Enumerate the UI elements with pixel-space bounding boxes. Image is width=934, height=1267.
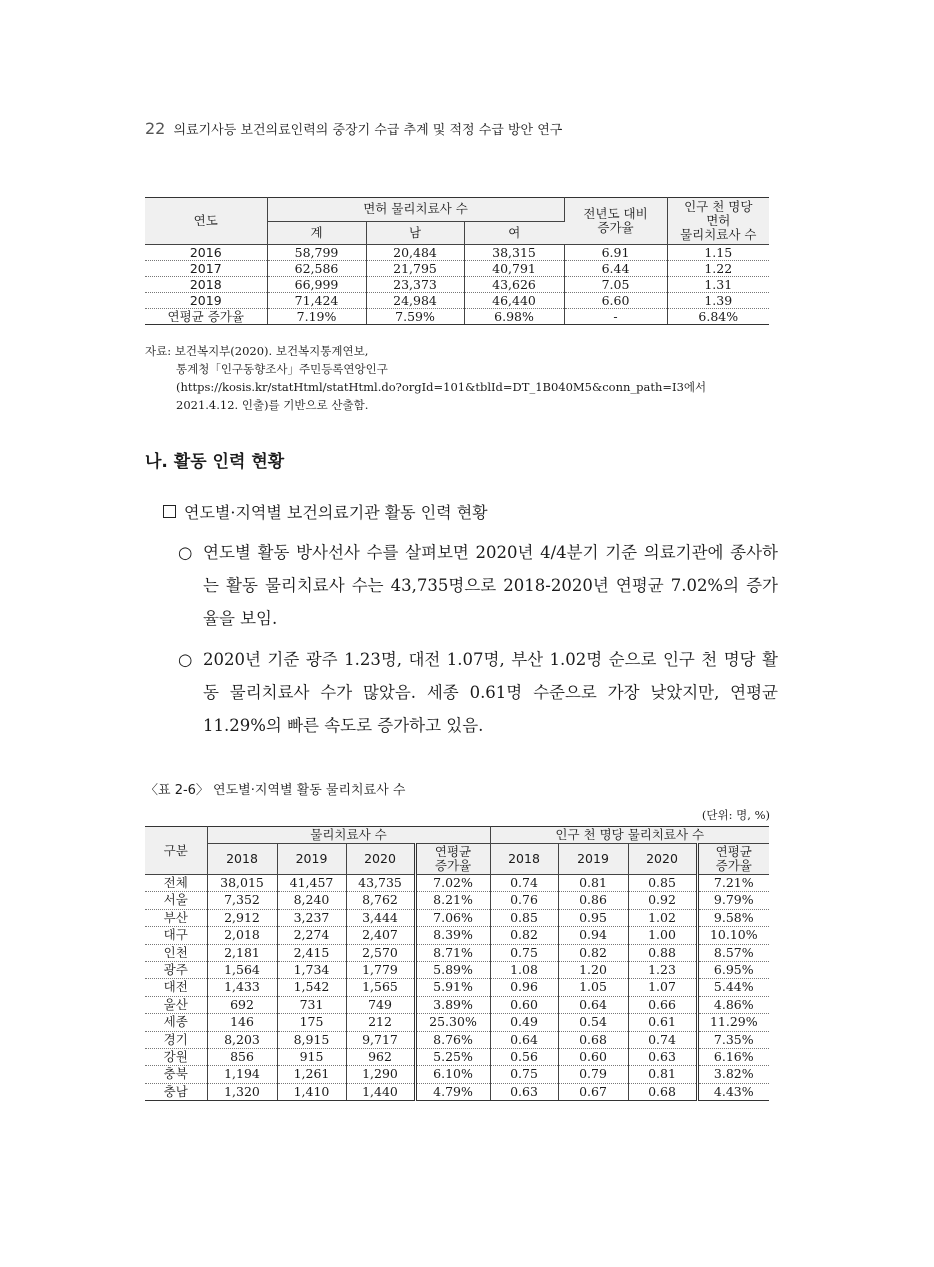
table-cell: 1,410 (277, 1083, 346, 1100)
table-cell: 1.07 (628, 979, 697, 996)
table-row (145, 962, 769, 979)
table-cell: 0.64 (558, 996, 628, 1013)
circle-bullet-icon: ○ (178, 650, 193, 669)
table-cell: 5.91% (415, 979, 490, 996)
row-label: 전체 (145, 875, 207, 892)
table-cell: 8.57% (697, 944, 769, 961)
table-cell: 38,315 (464, 245, 564, 261)
table-cell: 749 (346, 996, 415, 1013)
table-cell: 1.08 (490, 962, 558, 979)
table-cell: 6.91 (564, 245, 667, 261)
col-head-region: 구분 (145, 827, 207, 875)
subheading (163, 500, 488, 523)
table-cell: 3.82% (697, 1066, 769, 1083)
table-cell: 0.68 (558, 1031, 628, 1048)
table-cell: 731 (277, 996, 346, 1013)
table-cell: 2,274 (277, 927, 346, 944)
table-cell: 2,912 (207, 909, 277, 926)
table-cell: 0.63 (628, 1049, 697, 1066)
table-row (145, 996, 769, 1013)
table-cell: 58,799 (267, 245, 366, 261)
table-cell: 146 (207, 1014, 277, 1031)
table-row (145, 1066, 769, 1083)
table-cell: 21,795 (366, 261, 464, 277)
table-cell: 8,762 (346, 892, 415, 909)
table-cell: 7.05 (564, 277, 667, 293)
table-cell: 7,352 (207, 892, 277, 909)
table-cell: 23,373 (366, 277, 464, 293)
square-bullet-icon (163, 505, 176, 518)
table-cell: 1,734 (277, 962, 346, 979)
section-heading: 나. 활동 인력 현황 (145, 452, 285, 472)
bullet-text: 2020년 기준 광주 1.23명, 대전 1.07명, 부산 1.02명 순으로 인구 천 명당 활동 물리치료사 수가 많았음. 세종 0.61명 수준으로 가장 낮았지만, 연평균 11.29%의 빠른 속도로 증가하고 있음. (203, 650, 778, 735)
table-cell: 3.89% (415, 996, 490, 1013)
table-cell: 0.75 (490, 944, 558, 961)
table-cell: 0.92 (628, 892, 697, 909)
table-cell: 0.82 (558, 944, 628, 961)
table-row (145, 892, 769, 909)
table-cell: 0.49 (490, 1014, 558, 1031)
table-cell: 212 (346, 1014, 415, 1031)
bullet-paragraph (178, 536, 778, 635)
table-cell: 0.85 (628, 875, 697, 892)
table-cell: 6.10% (415, 1066, 490, 1083)
table-cell: 40,791 (464, 261, 564, 277)
row-label: 서울 (145, 892, 207, 909)
table-cell: 0.54 (558, 1014, 628, 1031)
table-row (145, 944, 769, 961)
table-cell: 5.89% (415, 962, 490, 979)
col-head-year: 연도 (145, 198, 267, 245)
table-cell: 4.79% (415, 1083, 490, 1100)
table-cell: 0.67 (558, 1083, 628, 1100)
table-row (145, 1014, 769, 1031)
table-cell: 8,240 (277, 892, 346, 909)
running-title: 의료기사등 보건의료인력의 중장기 수급 추계 및 적정 수급 방안 연구 (173, 123, 563, 138)
table-cell: 7.19% (267, 309, 366, 325)
table-row (145, 979, 769, 996)
table-cell: 0.81 (628, 1066, 697, 1083)
table-cell: 9,717 (346, 1031, 415, 1048)
table-cell: 0.63 (490, 1083, 558, 1100)
row-label: 2017 (145, 261, 267, 277)
table-row (145, 293, 769, 309)
source-note (145, 342, 775, 414)
table-cell: 43,626 (464, 277, 564, 293)
table-cell: 0.74 (628, 1031, 697, 1048)
table-cell: 1,433 (207, 979, 277, 996)
row-label: 2018 (145, 277, 267, 293)
table-row (145, 277, 769, 293)
table-cell: 856 (207, 1049, 277, 1066)
table-cell: 6.44 (564, 261, 667, 277)
col-head-total: 계 (267, 221, 366, 245)
table-cell: 0.75 (490, 1066, 558, 1083)
row-label: 대전 (145, 979, 207, 996)
table-cell: 5.25% (415, 1049, 490, 1066)
table-cell: 2,407 (346, 927, 415, 944)
col-head-year: 2018 (207, 844, 277, 875)
table-cell: 62,586 (267, 261, 366, 277)
table-cell: 25.30% (415, 1014, 490, 1031)
table-cell: 0.94 (558, 927, 628, 944)
table-cell: 0.81 (558, 875, 628, 892)
row-label: 강원 (145, 1049, 207, 1066)
table-cell: 8,915 (277, 1031, 346, 1048)
row-label: 충남 (145, 1083, 207, 1100)
table-cell: 46,440 (464, 293, 564, 309)
table-cell: 1,320 (207, 1083, 277, 1100)
table-cell: 0.82 (490, 927, 558, 944)
table-cell: 1.23 (628, 962, 697, 979)
table-cell: - (564, 309, 667, 325)
circle-bullet-icon: ○ (178, 543, 193, 562)
table-unit: (단위: 명, %) (701, 808, 770, 822)
table-cell: 9.58% (697, 909, 769, 926)
row-label: 부산 (145, 909, 207, 926)
row-label: 울산 (145, 996, 207, 1013)
table-cell: 2,018 (207, 927, 277, 944)
table-cell: 0.74 (490, 875, 558, 892)
table-cell: 6.60 (564, 293, 667, 309)
table-row (145, 927, 769, 944)
table-cell: 7.06% (415, 909, 490, 926)
table-row (145, 1083, 769, 1100)
col-head-year: 2020 (628, 844, 697, 875)
table-cell: 7.59% (366, 309, 464, 325)
table-cell: 5.44% (697, 979, 769, 996)
table-cell: 1,564 (207, 962, 277, 979)
table-cell: 10.10% (697, 927, 769, 944)
table-cell: 2,570 (346, 944, 415, 961)
running-header (145, 119, 562, 138)
source-line: 자료: 보건복지부(2020). 보건복지통계연보, (145, 344, 369, 358)
table-cell: 6.98% (464, 309, 564, 325)
table-cell: 8.39% (415, 927, 490, 944)
table-cell: 6.95% (697, 962, 769, 979)
table-cell: 1,542 (277, 979, 346, 996)
table-cell: 6.84% (667, 309, 769, 325)
row-label: 광주 (145, 962, 207, 979)
table-cell: 0.60 (558, 1049, 628, 1066)
table-cell: 0.66 (628, 996, 697, 1013)
col-head-growth: 연평균 증가율 (415, 844, 490, 875)
col-head-group-count: 물리치료사 수 (207, 827, 490, 844)
table-cell: 71,424 (267, 293, 366, 309)
table-cell: 0.79 (558, 1066, 628, 1083)
row-label: 2019 (145, 293, 267, 309)
source-line: 통계청「인구동향조사」주민등록연앙인구 (176, 362, 388, 376)
col-head-per1000: 인구 천 명당 면허 물리치료사 수 (667, 198, 769, 245)
table-cell: 0.60 (490, 996, 558, 1013)
table-cell: 962 (346, 1049, 415, 1066)
col-head-year: 2019 (558, 844, 628, 875)
table-cell: 1.00 (628, 927, 697, 944)
page-number: 22 (145, 119, 166, 138)
table-caption: 〈표 2-6〉 연도별·지역별 활동 물리치료사 수 (145, 783, 406, 798)
table-cell: 8.21% (415, 892, 490, 909)
table-cell: 0.56 (490, 1049, 558, 1066)
table-row (145, 1031, 769, 1048)
table-cell: 7.35% (697, 1031, 769, 1048)
table-cell: 1,194 (207, 1066, 277, 1083)
table-cell: 2,181 (207, 944, 277, 961)
table-cell: 0.95 (558, 909, 628, 926)
source-line: (https://kosis.kr/statHtml/statHtml.do?orgId=101&tblId=DT_1B040M5&conn_path=I3에서 (176, 380, 707, 394)
row-label: 세종 (145, 1014, 207, 1031)
table-cell: 1,565 (346, 979, 415, 996)
table-cell: 1.20 (558, 962, 628, 979)
col-head-year: 2020 (346, 844, 415, 875)
table-cell: 0.88 (628, 944, 697, 961)
table-cell: 0.68 (628, 1083, 697, 1100)
table-row (145, 909, 769, 926)
table-cell: 1,779 (346, 962, 415, 979)
row-label: 연평균 증가율 (145, 309, 267, 325)
col-head-female: 여 (464, 221, 564, 245)
table-cell: 1,440 (346, 1083, 415, 1100)
table-cell: 0.96 (490, 979, 558, 996)
table-cell: 1,290 (346, 1066, 415, 1083)
table-cell: 0.61 (628, 1014, 697, 1031)
table-cell: 38,015 (207, 875, 277, 892)
table-cell: 3,237 (277, 909, 346, 926)
col-head-change: 전년도 대비 증가율 (564, 198, 667, 245)
table-cell: 1.31 (667, 277, 769, 293)
table-cell: 11.29% (697, 1014, 769, 1031)
table-cell: 3,444 (346, 909, 415, 926)
table-cell: 43,735 (346, 875, 415, 892)
table-cell: 1.22 (667, 261, 769, 277)
table-cell: 6.16% (697, 1049, 769, 1066)
table-cell: 175 (277, 1014, 346, 1031)
table-cell: 4.86% (697, 996, 769, 1013)
table-row (145, 245, 769, 261)
col-head-year: 2019 (277, 844, 346, 875)
table-cell: 1.15 (667, 245, 769, 261)
table-cell: 66,999 (267, 277, 366, 293)
bullet-paragraph (178, 643, 778, 742)
table-cell: 692 (207, 996, 277, 1013)
table-cell: 20,484 (366, 245, 464, 261)
col-head-group-per1000: 인구 천 명당 물리치료사 수 (490, 827, 769, 844)
bullet-text: 연도별 활동 방사선사 수를 살펴보면 2020년 4/4분기 기준 의료기관에 종사하는 활동 물리치료사 수는 43,735명으로 2018-2020년 연평균 7.02%의 증가율을 보임. (203, 543, 778, 628)
table-cell: 1.05 (558, 979, 628, 996)
table-cell: 1,261 (277, 1066, 346, 1083)
table-row (145, 1049, 769, 1066)
col-head-year: 2018 (490, 844, 558, 875)
row-label: 2016 (145, 245, 267, 261)
table-cell: 0.86 (558, 892, 628, 909)
row-label: 대구 (145, 927, 207, 944)
col-head-growth: 연평균 증가율 (697, 844, 769, 875)
col-head-male: 남 (366, 221, 464, 245)
source-line: 2021.4.12. 인출)를 기반으로 산출함. (176, 398, 369, 412)
table-cell: 915 (277, 1049, 346, 1066)
table-cell: 7.02% (415, 875, 490, 892)
table-cell: 8.71% (415, 944, 490, 961)
table-row (145, 261, 769, 277)
table-cell: 41,457 (277, 875, 346, 892)
table-cell: 7.21% (697, 875, 769, 892)
table-cell: 2,415 (277, 944, 346, 961)
row-label: 인천 (145, 944, 207, 961)
subheading-text: 연도별·지역별 보건의료기관 활동 인력 현황 (184, 503, 488, 522)
table-cell: 8,203 (207, 1031, 277, 1048)
table-row (145, 309, 769, 325)
table-cell: 0.76 (490, 892, 558, 909)
row-label: 경기 (145, 1031, 207, 1048)
table-row (145, 875, 769, 892)
table-cell: 1.39 (667, 293, 769, 309)
regional-pt-table (145, 826, 769, 1101)
table-cell: 1.02 (628, 909, 697, 926)
table-cell: 9.79% (697, 892, 769, 909)
licensed-pt-table (145, 197, 769, 325)
table-cell: 8.76% (415, 1031, 490, 1048)
table-cell: 0.85 (490, 909, 558, 926)
table-cell: 0.64 (490, 1031, 558, 1048)
table-cell: 4.43% (697, 1083, 769, 1100)
col-head-licensed: 면허 물리치료사 수 (267, 198, 564, 222)
row-label: 충북 (145, 1066, 207, 1083)
table-cell: 24,984 (366, 293, 464, 309)
